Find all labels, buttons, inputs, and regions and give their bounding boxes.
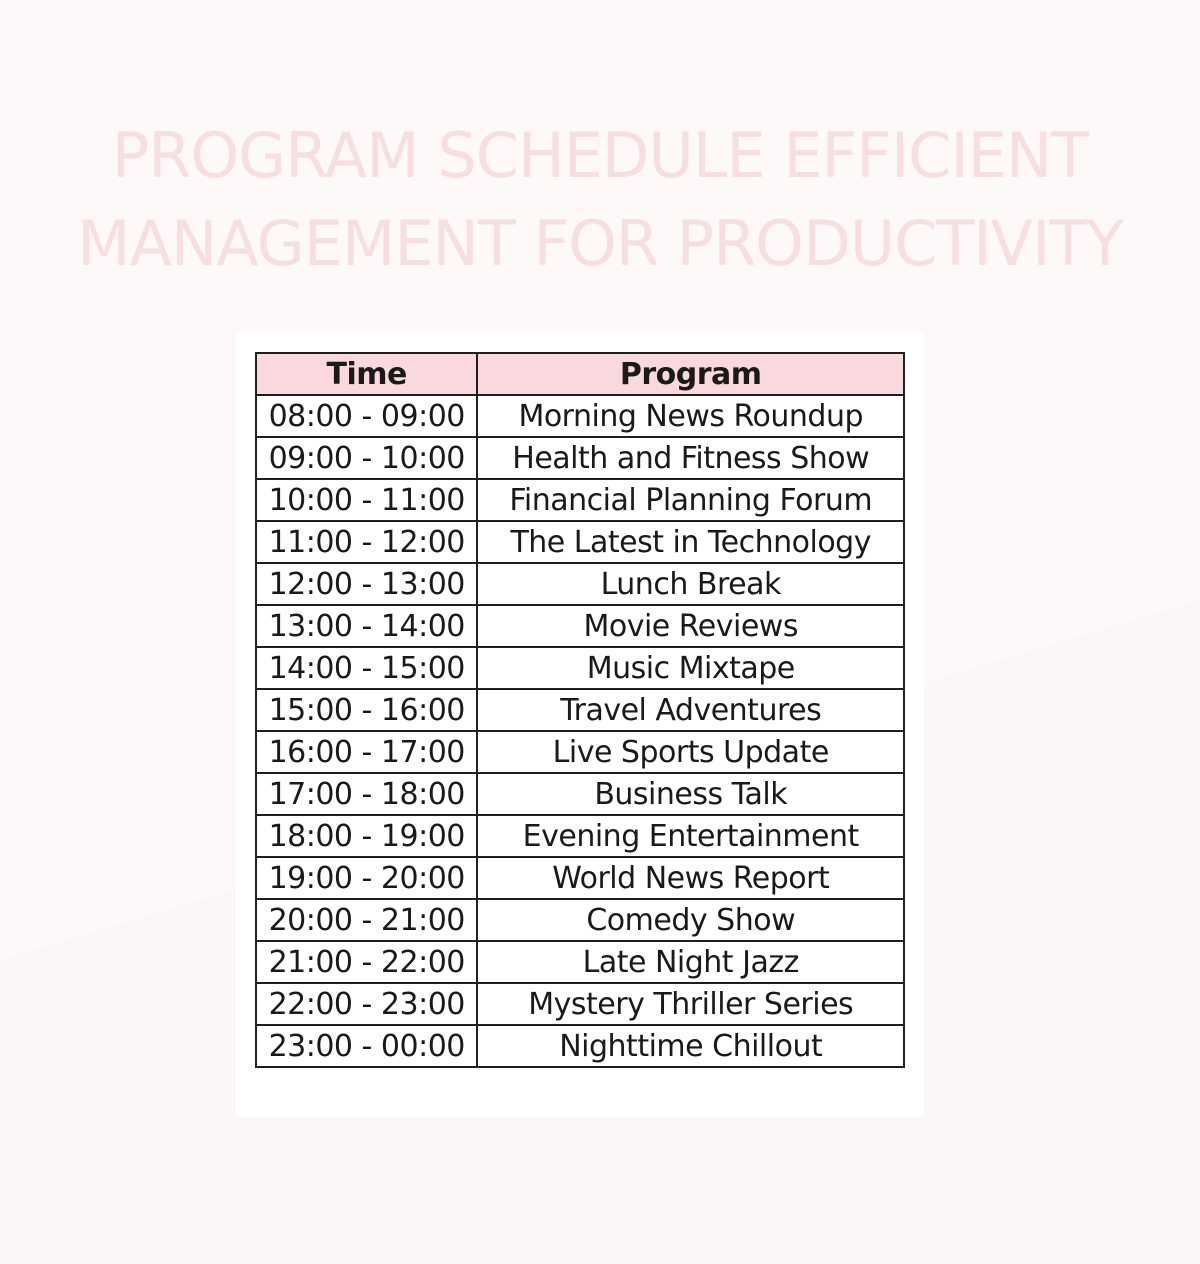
program-cell: Business Talk [477,773,904,815]
time-cell: 20:00 - 21:00 [256,899,477,941]
program-cell: Comedy Show [477,899,904,941]
table-row [256,983,904,1025]
time-cell: 18:00 - 19:00 [256,815,477,857]
program-cell: The Latest in Technology [477,521,904,563]
program-cell: Movie Reviews [477,605,904,647]
program-cell: World News Report [477,857,904,899]
table-row [256,1025,904,1067]
column-header-program: Program [477,353,904,395]
time-cell: 08:00 - 09:00 [256,395,477,437]
page-title-line-2: MANAGEMENT FOR PRODUCTIVITY [77,207,1123,280]
time-cell: 17:00 - 18:00 [256,773,477,815]
table-row [256,731,904,773]
time-cell: 13:00 - 14:00 [256,605,477,647]
schedule-table [255,352,905,1068]
program-cell: Lunch Break [477,563,904,605]
time-cell: 21:00 - 22:00 [256,941,477,983]
table-row [256,647,904,689]
table-row [256,941,904,983]
time-cell: 15:00 - 16:00 [256,689,477,731]
table-row [256,689,904,731]
program-cell: Evening Entertainment [477,815,904,857]
time-cell: 14:00 - 15:00 [256,647,477,689]
program-cell: Health and Fitness Show [477,437,904,479]
program-cell: Nighttime Chillout [477,1025,904,1067]
table-row [256,437,904,479]
table-row [256,773,904,815]
program-cell: Financial Planning Forum [477,479,904,521]
table-row [256,395,904,437]
time-cell: 22:00 - 23:00 [256,983,477,1025]
time-cell: 23:00 - 00:00 [256,1025,477,1067]
program-cell: Morning News Roundup [477,395,904,437]
table-header-row [256,353,904,395]
page-title [0,112,1200,288]
time-cell: 19:00 - 20:00 [256,857,477,899]
program-cell: Music Mixtape [477,647,904,689]
table-row [256,899,904,941]
table-row [256,815,904,857]
time-cell: 16:00 - 17:00 [256,731,477,773]
table-row [256,521,904,563]
program-cell: Mystery Thriller Series [477,983,904,1025]
table-row [256,479,904,521]
table-row [256,605,904,647]
time-cell: 09:00 - 10:00 [256,437,477,479]
page-title-line-1: PROGRAM SCHEDULE EFFICIENT [111,119,1089,192]
program-cell: Travel Adventures [477,689,904,731]
time-cell: 10:00 - 11:00 [256,479,477,521]
program-cell: Late Night Jazz [477,941,904,983]
column-header-time: Time [256,353,477,395]
schedule-rows [256,395,904,1067]
program-cell: Live Sports Update [477,731,904,773]
table-row [256,857,904,899]
time-cell: 12:00 - 13:00 [256,563,477,605]
table-row [256,563,904,605]
time-cell: 11:00 - 12:00 [256,521,477,563]
